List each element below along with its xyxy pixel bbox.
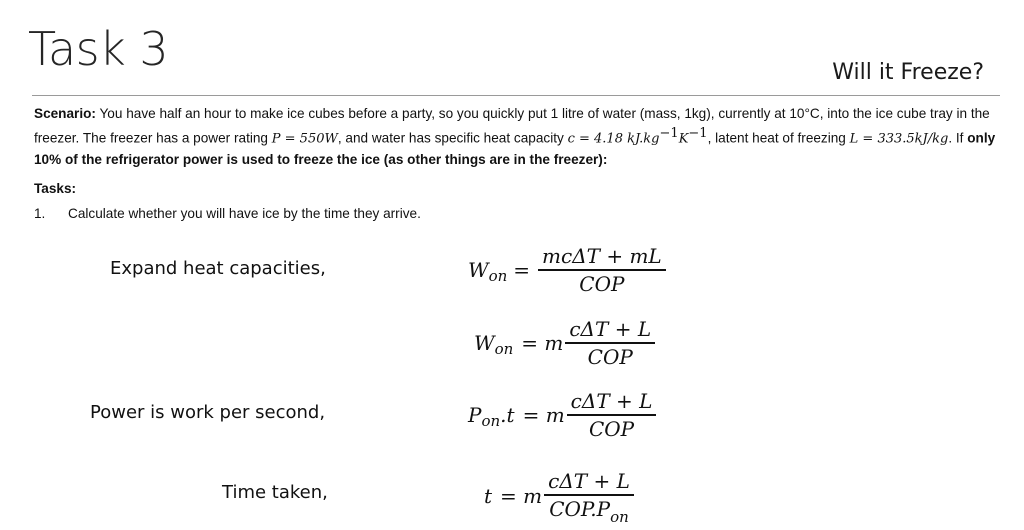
eq3-lhs: P	[468, 402, 482, 427]
equation-work-factored	[474, 316, 657, 370]
eq2-fraction	[565, 316, 655, 370]
tasks-heading: Tasks:	[34, 181, 77, 196]
scenario-text-3: , latent heat of freezing	[707, 130, 850, 146]
latent-heat: L = 333.5kJ/kg	[849, 131, 949, 147]
eq2-lhs-sub: on	[494, 339, 514, 358]
task-number: 1.	[34, 206, 46, 221]
eq4-lhs: t	[484, 483, 493, 508]
eq4-denominator-sub: on	[610, 507, 629, 526]
task-text: Calculate whether you will have ice by the time they arrive.	[68, 206, 421, 221]
eq4-denominator-main: COP.P	[549, 496, 611, 521]
eq4-denominator	[545, 496, 633, 524]
eq4-numerator: cΔT + L	[548, 469, 630, 493]
eq2-op: = m	[521, 330, 564, 355]
header-divider	[32, 95, 1000, 96]
step-label-expand: Expand heat capacities,	[110, 258, 326, 279]
power-rating: P = 550W	[271, 131, 338, 147]
eq1-op: =	[513, 257, 531, 282]
heat-capacity-exp-1: −1	[659, 126, 679, 141]
eq3-fraction	[567, 388, 657, 442]
eq4-fraction	[544, 468, 634, 524]
step-label-time: Time taken,	[222, 482, 328, 503]
heat-capacity: c = 4.18 kJ.kg	[567, 131, 660, 147]
eq3-op: = m	[522, 402, 565, 427]
task-item	[34, 206, 421, 221]
scenario-paragraph	[34, 104, 1006, 170]
eq2-lhs: W	[474, 330, 495, 355]
heat-capacity-exp-2: −1	[688, 126, 708, 141]
page-title: Task 3	[28, 22, 169, 76]
eq2-denominator: COP	[587, 344, 633, 369]
equation-time-taken	[484, 468, 636, 524]
eq1-numerator: mcΔT + mL	[542, 244, 662, 268]
scenario-text-2: , and water has specific heat capacity	[337, 130, 568, 146]
equation-power-time	[468, 388, 658, 442]
scenario-text-4: . If	[948, 130, 968, 146]
equation-work-expanded	[468, 243, 668, 297]
eq1-lhs: W	[468, 257, 489, 282]
eq1-lhs-sub: on	[488, 266, 508, 285]
scenario-label: Scenario:	[34, 106, 96, 121]
eq3-numerator: cΔT + L	[570, 389, 653, 413]
eq4-op: = m	[500, 483, 543, 508]
eq1-denominator: COP	[579, 271, 625, 296]
step-label-power: Power is work per second,	[90, 402, 326, 423]
eq3-lhs-sub: on	[481, 411, 501, 430]
eq2-numerator: cΔT + L	[569, 317, 652, 341]
heat-capacity-k: K	[678, 131, 689, 147]
eq1-fraction	[538, 243, 666, 297]
scenario-text-1: You have half an hour to make ice cubes before a party, so you quickly put 1 litre of water (mass, 1kg), currently at 10°C, into the ice cube tray in the freezer. The freezer has a power rating	[34, 106, 990, 146]
eq3-mid: .t	[500, 402, 515, 427]
page-subtitle: Will it Freeze?	[832, 60, 984, 85]
eq3-denominator: COP	[588, 416, 635, 441]
scenario-emphasis: only 10% of the refrigerator power is used to freeze the ice (as other things are in the freezer):	[34, 130, 996, 167]
